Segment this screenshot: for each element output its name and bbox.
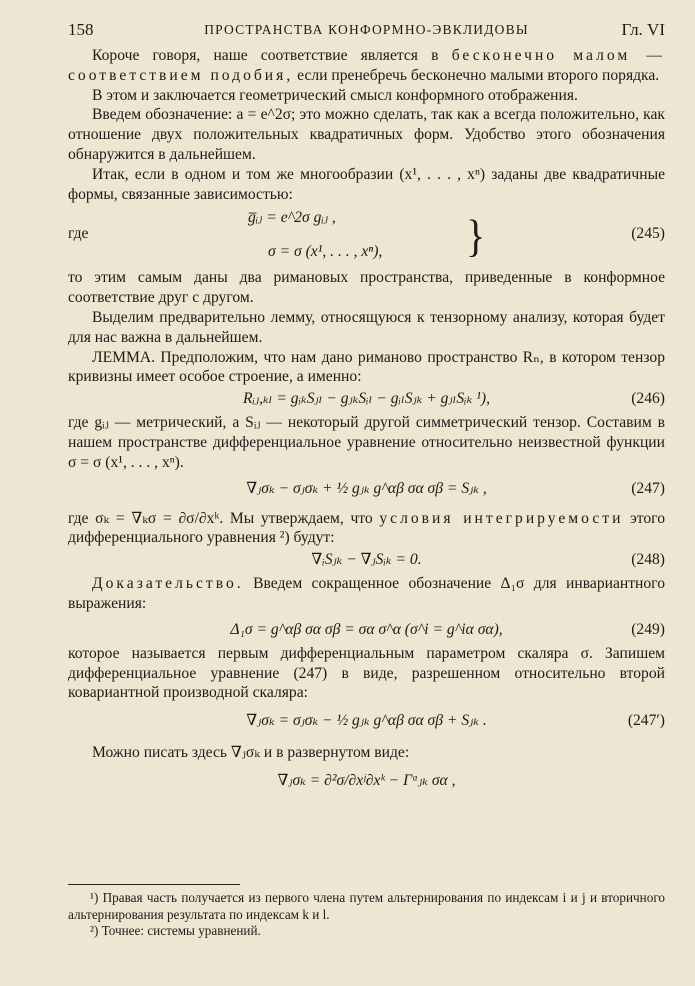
equation-number: (248) (631, 551, 665, 569)
footnote: ¹) Правая часть получается из первого члена путем альтернирования по индексам i и j и вторичного альтернирования результата по индексам k и l. (68, 890, 665, 922)
equation-line: g̅ᵢⱼ = e^2σ gᵢⱼ , (248, 209, 336, 227)
equation-expanded (68, 763, 665, 797)
paragraph: Выделим предварительно лемму, относящуюся к тензорному анализу, которая будет для нас важна в дальнейшем. (68, 308, 665, 346)
footnote: ²) Точнее: системы уравнений. (90, 923, 261, 938)
brace-icon: } (466, 209, 486, 262)
spaced-text: условия интегрируемости (379, 509, 624, 527)
equation-formula: ∇ⱼσₖ = σⱼσₖ − ½ gⱼₖ g^αβ σα σβ + Sⱼₖ . (246, 712, 487, 730)
paragraph: которое называется первым дифференциальным параметром скаляра σ. Запишем дифференциальное уравнение (247) в виде, разрешенном относительно второй ковариантной производной скаляра: (68, 644, 665, 702)
page-header (68, 20, 665, 42)
paragraph: то этим самым даны два римановых пространства, приведенные в конформное соответствие друг с другом. (68, 269, 665, 307)
equation-formula: Rᵢⱼ,ₖₗ = gᵢₖSⱼₗ − gⱼₖSᵢₗ − gᵢₗSⱼₖ + gⱼₗSᵢₖ ¹), (242, 390, 491, 408)
paragraph: ЛЕММА. Предположим, что нам дано риманово пространство Rₙ, в котором тензор кривизны имеет особое строение, а именно: (68, 348, 665, 386)
paragraph: Итак, если в одном и том же многообразии (x¹, . . . , xⁿ) заданы две квадратичные формы, связанные зависимостью: (68, 165, 665, 203)
paragraph: Доказательство. Введем сокращенное обозначение Δ₁σ для инвариантного выражения: (68, 575, 665, 612)
equation-number: (246) (631, 390, 665, 408)
equation-248 (68, 548, 665, 574)
equation-word: где (68, 225, 89, 243)
equation-line: σ = σ (x¹, . . . , xⁿ), (268, 243, 383, 261)
spaced-text: бесконечно малом — соответствием подобия, (68, 47, 665, 84)
spaced-text: Доказательство. (92, 575, 244, 593)
equation-formula: ∇ⱼσₖ = ∂²σ/∂xʲ∂xᵏ − Γᵅⱼₖ σα , (277, 771, 456, 789)
paragraph: Введем обозначение: a = e^2σ; это можно сделать, так как a всегда положительно, как отношение двух положительных квадратичных форм. Удобство этого обозначения обнаружится в дальнейшем. (68, 106, 665, 163)
page-body (68, 46, 665, 797)
paragraph: В этом и заключается геометрический смысл конформного отображения. (92, 86, 578, 104)
equation-number: (247) (631, 479, 665, 497)
equation-formula: ∇ᵢSⱼₖ − ∇ⱼSᵢₖ = 0. (311, 551, 422, 569)
paragraph: Можно писать здесь ∇ⱼσₖ и в развернутом виде: (92, 744, 410, 762)
paragraph: где gᵢⱼ — метрический, а Sᵢⱼ — некоторый другой симметрический тензор. Составим в нашем пространстве дифференциальное уравнение относительно неизвестной функции σ = σ (x¹, . . . , xⁿ). (68, 414, 665, 471)
equation-formula: ∇ⱼσₖ − σⱼσₖ + ½ gⱼₖ g^αβ σα σβ = Sⱼₖ , (246, 479, 487, 497)
equation-number: (249) (631, 620, 665, 638)
footnotes (68, 890, 665, 940)
equation-number: (245) (631, 225, 665, 243)
running-title: ПРОСТРАНСТВА КОНФОРМНО-ЭВКЛИДОВЫ (204, 22, 529, 37)
paragraph: где σₖ = ∇ₖσ = ∂σ/∂xᵏ. Мы утверждаем, что условия интегрируемости этого дифференциального уравнения ²) будут: (68, 509, 665, 547)
equation-245 (68, 204, 665, 268)
chapter-label: Гл. VI (621, 20, 665, 39)
equation-247 (68, 473, 665, 503)
equation-247-prime (68, 703, 665, 737)
equation-249 (68, 614, 665, 644)
footnote-rule (68, 884, 240, 885)
equation-246 (68, 387, 665, 413)
equation-formula: Δ₁σ = g^αβ σα σβ = σα σ^α (σ^i = g^iα σα), (230, 620, 503, 638)
paragraph: Короче говоря, наше соответствие является в бесконечно малом — соответствием подобия, если пренебречь бесконечно малыми второго порядка. (68, 47, 665, 84)
equation-number: (247′) (627, 712, 665, 730)
page-number: 158 (68, 20, 94, 39)
